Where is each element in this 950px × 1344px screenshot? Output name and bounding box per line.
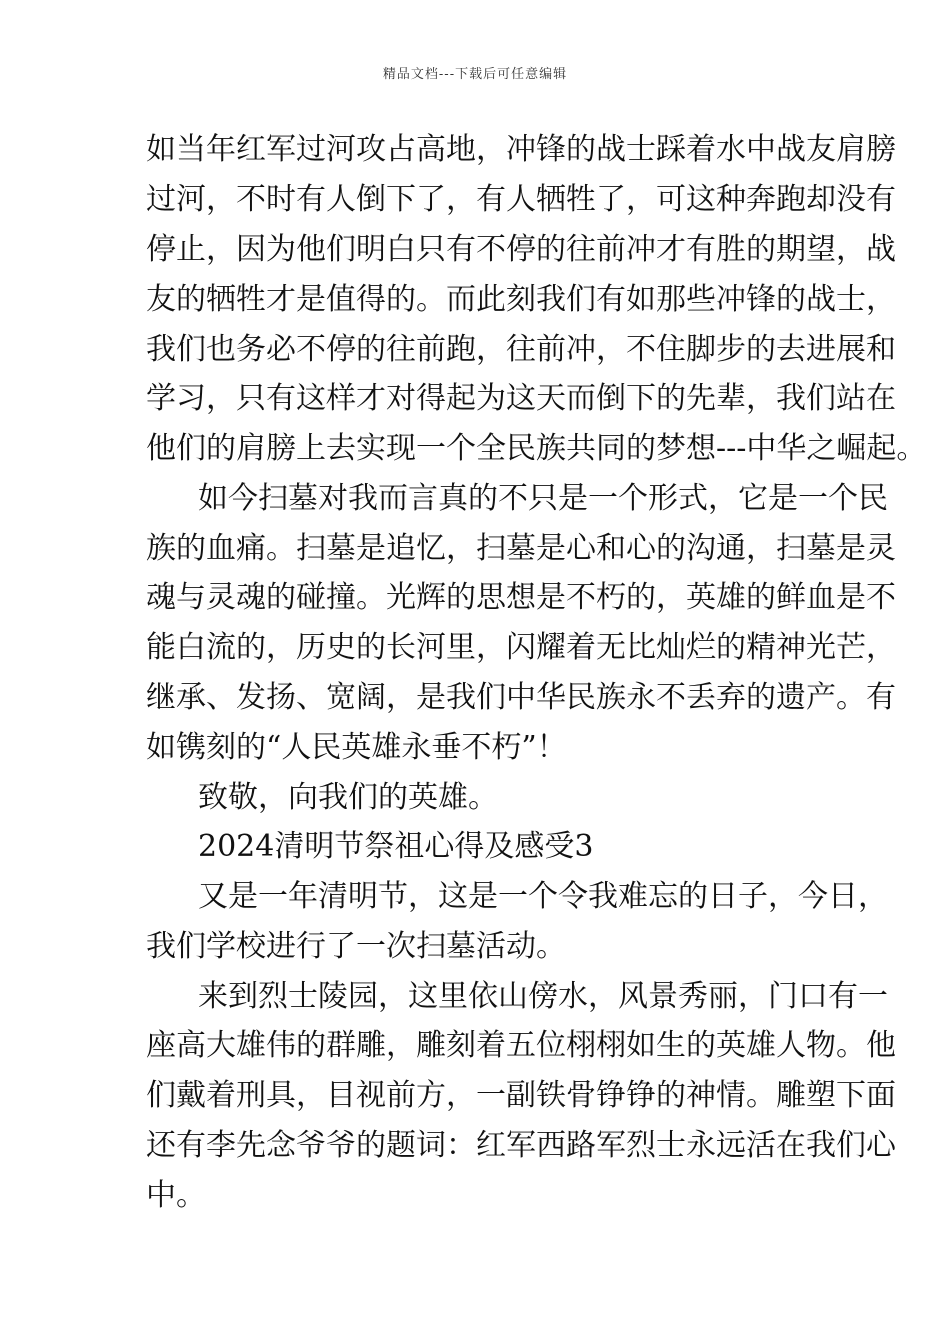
body-text-line: 能白流的，历史的长河里，闪耀着无比灿烂的精神光芒，	[146, 630, 896, 665]
body-text-line: 继承、发扬、宽阔，是我们中华民族永不丢弃的遗产。有	[146, 680, 896, 715]
body-text-line: 如今扫墓对我而言真的不只是一个形式，它是一个民	[198, 481, 888, 516]
body-text-line: 们戴着刑具，目视前方，一副铁骨铮铮的神情。雕塑下面	[146, 1078, 896, 1113]
body-text-line: 如当年红军过河攻占高地，冲锋的战士踩着水中战友肩膀	[146, 132, 896, 167]
body-text-line: 他们的肩膀上去实现一个全民族共同的梦想---中华之崛起。	[146, 431, 927, 466]
body-text-line: 如镌刻的“人民英雄永垂不朽”！	[146, 730, 567, 765]
body-text-line: 致敬，向我们的英雄。	[198, 780, 498, 815]
body-text-line: 我们也务必不停的往前跑，往前冲，不住脚步的去进展和	[146, 332, 896, 367]
body-text-line: 座高大雄伟的群雕，雕刻着五位栩栩如生的英雄人物。他	[146, 1028, 896, 1063]
body-text-line: 来到烈士陵园，这里依山傍水，风景秀丽，门口有一	[198, 979, 888, 1014]
section-heading: 2024清明节祭祖心得及感受3	[198, 829, 594, 864]
body-text-line: 还有李先念爷爷的题词：红军西路军烈士永远活在我们心	[146, 1128, 896, 1163]
body-text-line: 友的牺牲才是值得的。而此刻我们有如那些冲锋的战士，	[146, 282, 896, 317]
body-text-line: 中。	[146, 1178, 206, 1213]
body-text-line: 魂与灵魂的碰撞。光辉的思想是不朽的，英雄的鲜血是不	[146, 580, 896, 615]
body-text-line: 过河，不时有人倒下了，有人牺牲了，可这种奔跑却没有	[146, 182, 896, 217]
body-text-line: 学习，只有这样才对得起为这天而倒下的先辈，我们站在	[146, 381, 896, 416]
body-text-line: 族的血痛。扫墓是追忆，扫墓是心和心的沟通，扫墓是灵	[146, 531, 896, 566]
body-text-line: 我们学校进行了一次扫墓活动。	[146, 929, 566, 964]
body-text-line: 又是一年清明节，这是一个令我难忘的日子，今日，	[198, 879, 888, 914]
body-text-line: 停止，因为他们明白只有不停的往前冲才有胜的期望，战	[146, 232, 896, 267]
page-header: 精品文档---下载后可任意编辑	[382, 67, 568, 82]
